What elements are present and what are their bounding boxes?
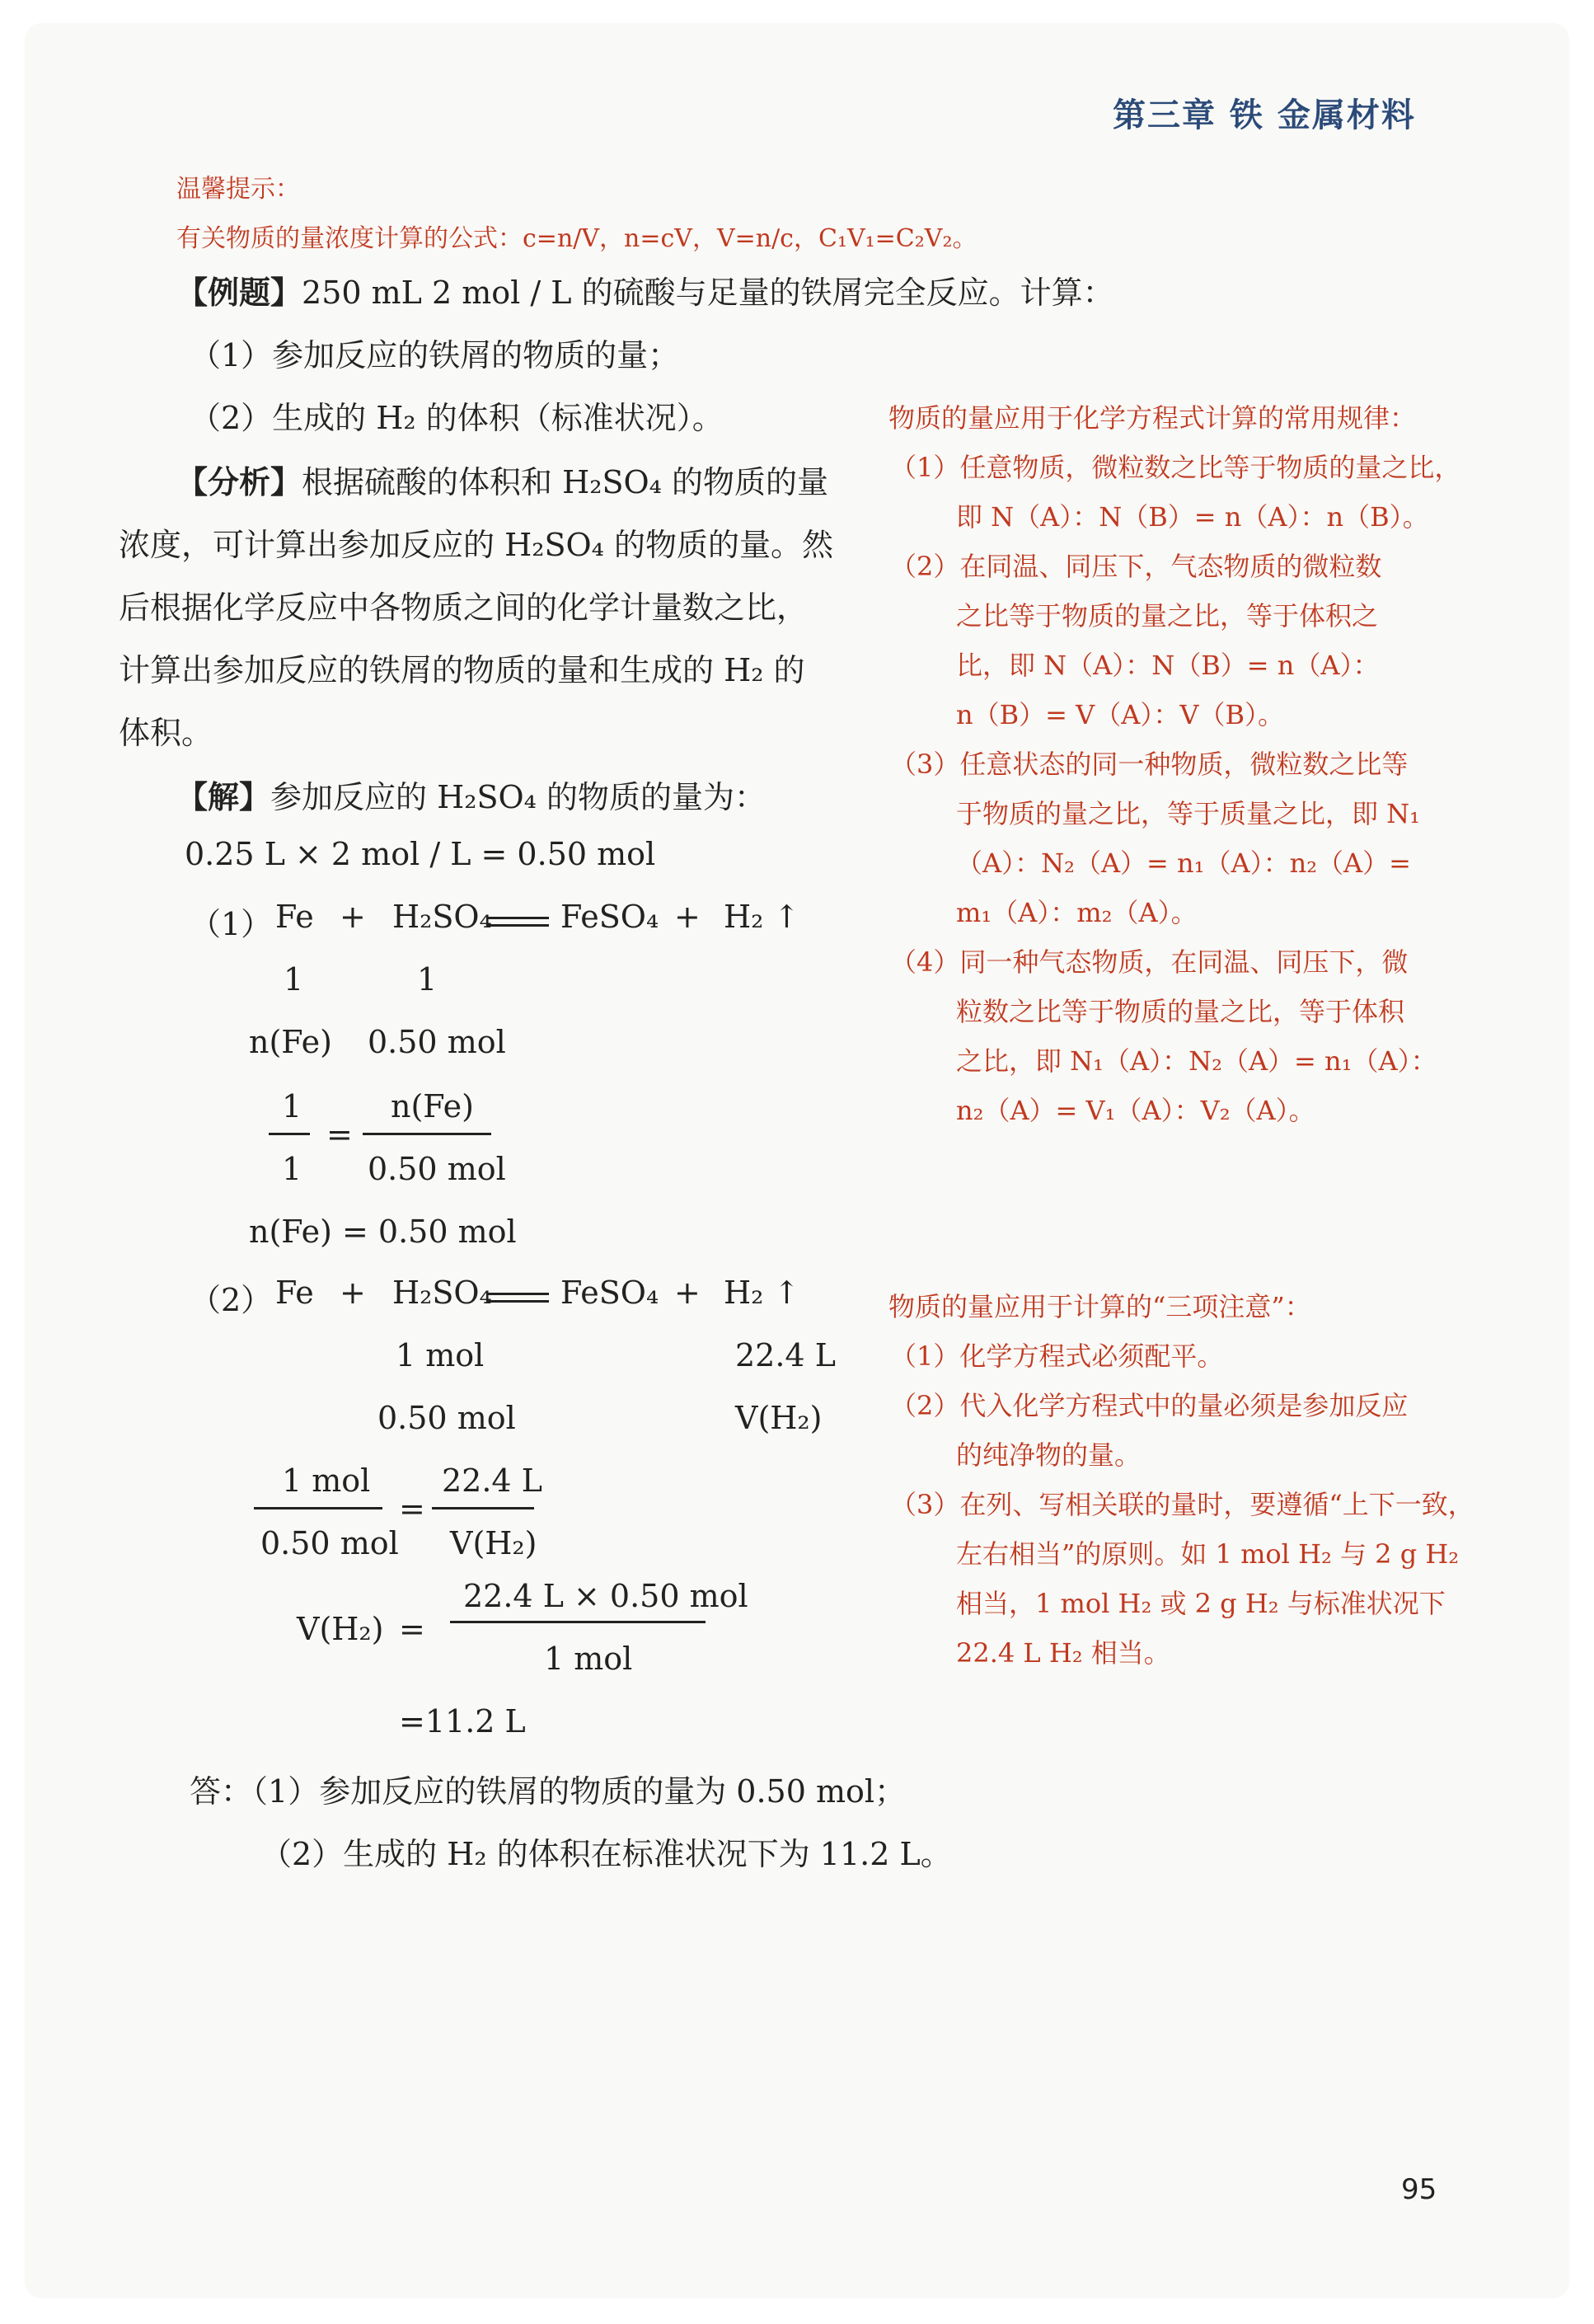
sidebar1-line: （A）：N₂（A）= n₁（A）：n₂（A）= [956,847,1411,879]
sidebar1-line: m₁（A）：m₂（A）。 [956,897,1198,928]
part1-num: （1） [190,906,273,942]
part1-frac-right-top: n(Fe) [391,1088,474,1124]
analysis-line-4: 计算出参加反应的铁屑的物质的量和生成的 H₂ 的 [119,652,805,688]
part2-frac-right-top: 22.4 L [442,1462,542,1499]
part1-frac-right-line [363,1133,491,1135]
analysis-line-2: 浓度，可计算出参加反应的 H₂SO₄ 的物质的量。然 [119,527,833,563]
part2-calc-line [450,1621,706,1623]
part2-calc-top: 22.4 L × 0.50 mol [463,1578,748,1614]
sidebar1-line: （2）在同温、同压下，气态物质的微粒数 [890,551,1382,582]
solution-calc: 0.25 L × 2 mol / L = 0.50 mol [185,836,656,872]
sidebar1-line: n（B）= V（A）：V（B）。 [956,699,1284,730]
part1-frac-right-bottom: 0.50 mol [368,1151,506,1187]
part2-plus1: + [340,1275,366,1311]
part2-h2-amount: V(H₂) [735,1400,823,1436]
part2-acid-amount: 0.50 mol [377,1400,516,1436]
sidebar1-line: （3）任意状态的同一种物质，微粒数之比等 [890,749,1409,780]
part1-n-fe: n(Fe) [249,1024,332,1060]
chapter-header: 第三章 铁 金属材料 [1113,96,1416,134]
part1-h2so4: H₂SO₄ [392,899,492,935]
page-number: 95 [1401,2173,1437,2206]
sidebar2-title: 物质的量应用于计算的“三项注意”： [888,1291,1311,1322]
sidebar1-line: 之比，即 N₁（A）：N₂（A）= n₁（A）： [956,1045,1437,1077]
sidebar1-line: 比，即 N（A）：N（B）= n（A）： [956,650,1380,681]
part1-frac-left-line [269,1133,310,1135]
sidebar2-line: （3）在列、写相关联的量时，要遵循“上下一致， [890,1489,1474,1520]
part2-result: =11.2 L [399,1703,526,1739]
sidebar1-title: 物质的量应用于化学方程式计算的常用规律： [888,402,1417,434]
part1-n-acid: 0.50 mol [368,1024,506,1060]
part1-plus1: + [340,899,366,935]
part1-result: n(Fe) = 0.50 mol [249,1214,517,1250]
answer-a1: （1）参加反应的铁屑的物质的量为 0.50 mol； [252,1773,907,1810]
sidebar2-line: （2）代入化学方程式中的量必须是参加反应 [890,1390,1409,1421]
part2-vh2: V(H₂) [297,1611,384,1647]
part2-acid-ratio: 1 mol [396,1337,485,1373]
sidebar1-line: 粒数之比等于物质的量之比，等于体积 [956,996,1405,1027]
solution-intro [176,772,766,817]
part2-feso4: FeSO₄ [560,1275,659,1311]
example-q2: （2）生成的 H₂ 的体积（标准状况）。 [190,400,724,436]
analysis-line-3: 后根据化学反应中各物质之间的化学计量数之比， [119,589,809,626]
part2-calc-bottom: 1 mol [544,1641,633,1677]
answer-line-1 [190,1766,906,1811]
solution-label: 【解】 [176,778,271,815]
tip-title: 温馨提示： [176,175,300,204]
analysis-text-1: 根据硫酸的体积和 H₂SO₄ 的物质的量 [302,464,828,500]
part2-h2so4: H₂SO₄ [392,1275,492,1311]
sidebar1-line: （4）同一种气态物质，在同温、同压下，微 [890,946,1409,978]
part2-frac-right-bottom: V(H₂) [450,1525,537,1561]
part2-frac-left-top: 1 mol [282,1462,371,1499]
part1-coef-acid: 1 [417,961,438,998]
analysis-line-1 [176,457,828,502]
part1-fe: Fe [275,899,314,935]
example-label: 【例题】 [176,274,302,311]
part2-num: （2） [190,1282,273,1318]
sidebar1-line: （1）任意物质，微粒数之比等于物质的量之比， [890,452,1461,483]
example-q1: （1）参加反应的铁屑的物质的量； [190,337,680,373]
part2-eq2: = [399,1611,425,1647]
part2-eq: = [399,1491,425,1527]
sidebar2-line: （1）化学方程式必须配平。 [890,1340,1224,1372]
sidebar1-line: 于物质的量之比，等于质量之比，即 N₁ [956,798,1421,829]
part2-h2-ratio: 22.4 L [735,1337,836,1373]
part2-fe: Fe [275,1275,314,1311]
sidebar2-line: 相当，1 mol H₂ 或 2 g H₂ 与标准状况下 [956,1588,1446,1619]
part2-frac-right-line [432,1507,534,1509]
part1-feso4: FeSO₄ [560,899,659,935]
sidebar2-line: 的纯净物的量。 [956,1439,1142,1471]
sidebar1-line: 之比等于物质的量之比，等于体积之 [956,600,1379,631]
solution-intro-text: 参加反应的 H₂SO₄ 的物质的量为： [270,779,766,815]
analysis-line-5: 体积。 [119,715,213,751]
tip-formula: 有关物质的量浓度计算的公式：c=n/V，n=cV，V=n/c，C₁V₁=C₂V₂。 [176,224,977,253]
part2-plus2: + [674,1275,701,1311]
part1-h2: H₂ ↑ [724,899,800,935]
sidebar1-line: n₂（A）= V₁（A）：V₂（A）。 [956,1095,1315,1126]
example-question: 250 mL 2 mol / L 的硫酸与足量的铁屑完全反应。计算： [302,275,1114,311]
part2-frac-left-bottom: 0.50 mol [260,1525,399,1561]
part1-eq: = [326,1116,353,1153]
sidebar1-line: 即 N（A）：N（B）= n（A）：n（B）。 [956,501,1429,533]
part1-plus2: + [674,899,701,935]
analysis-label: 【分析】 [176,463,302,500]
sidebar2-line: 22.4 L H₂ 相当。 [956,1637,1170,1669]
answer-label: 答： [190,1773,253,1810]
part2-frac-left-line [254,1507,382,1509]
part1-coef-fe: 1 [284,961,304,998]
example-question-line [176,267,1114,312]
part1-frac-left-bottom: 1 [282,1151,302,1187]
part2-h2: H₂ ↑ [724,1275,800,1311]
sidebar2-line: 左右相当”的原则。如 1 mol H₂ 与 2 g H₂ [956,1538,1460,1570]
answer-line-2: （2）生成的 H₂ 的体积在标准状况下为 11.2 L。 [260,1836,952,1872]
part1-frac-left-top: 1 [282,1088,302,1124]
